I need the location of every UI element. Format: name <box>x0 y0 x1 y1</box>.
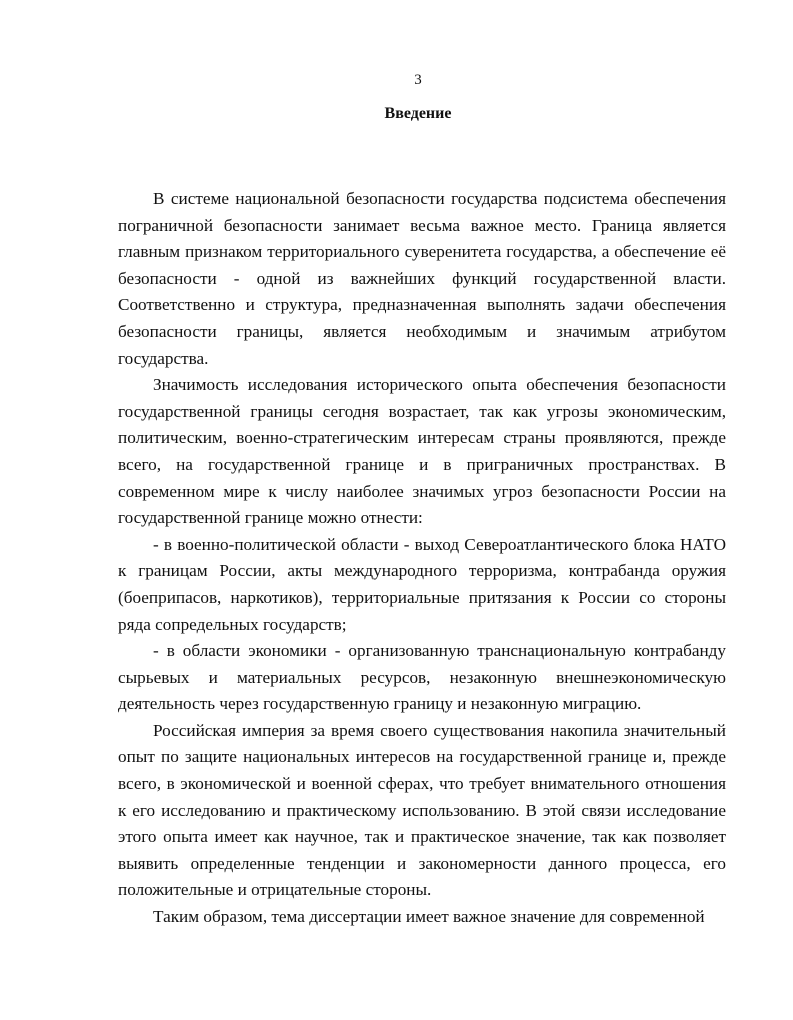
paragraph: Таким образом, тема диссертации имеет важное значение для современной <box>153 907 705 927</box>
body-text <box>118 186 726 931</box>
paragraph: Российская империя за время своего существования накопила значительный опыт по защите национальных интересов на государственной границе и, прежде всего, в экономической и военной сферах, что требует внимательного отношения к его исследованию и практическому использованию. В этой связи исследование этого опыта имеет как научное, так и практическое значение, так как позволяет выявить определенные тенденции и закономерности данного процесса, его положительные и отрицательные стороны. <box>118 720 726 900</box>
list-item: - в военно-политической области - выход Североатлантического блока НАТО к границам России, акты международного терроризма, контрабанда оружия (боеприпасов, наркотиков), территориальные притязания к России со стороны ряда сопредельных государств; <box>118 534 726 634</box>
page-number: 3 <box>414 72 422 88</box>
list-item: - в области экономики - организованную транснациональную контрабанду сырьевых и материальных ресурсов, незаконную внешнеэкономическую деятельность через государственную границу и незаконную миграцию. <box>118 641 726 714</box>
paragraph: В системе национальной безопасности государства подсистема обеспечения пограничной безопасности занимает весьма важное место. Граница является главным признаком территориального суверенитета государства, а обеспечение её безопасности - одной из важнейших функций государственной власти. Соответственно и структура, предназначенная выполнять задачи обеспечения безопасности границы, является необходимым и значимым атрибутом государства. <box>118 189 726 368</box>
section-heading: Введение <box>384 105 452 122</box>
paragraph: Значимость исследования исторического опыта обеспечения безопасности государственной границы сегодня возрастает, так как угрозы экономическим, политическим, военно-стратегическим интересам страны проявляются, прежде всего, на государственной границе и в приграничных пространствах. В современном мире к числу наиболее значимых угроз безопасности России на государственной границе можно отнести: <box>118 375 726 528</box>
